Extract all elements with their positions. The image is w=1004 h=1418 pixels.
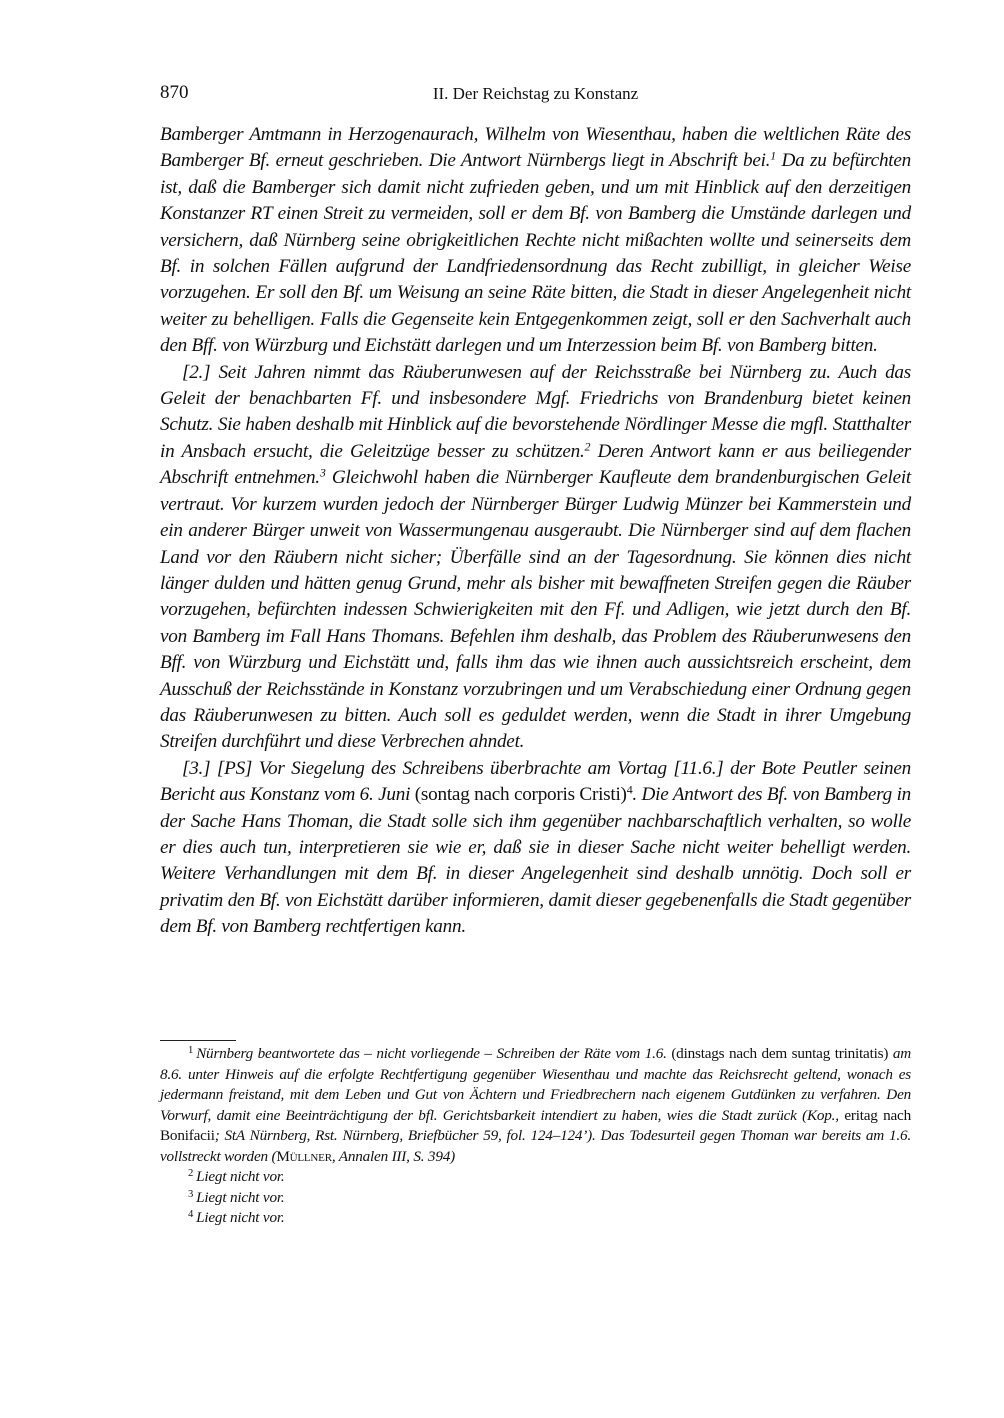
footnote-reference[interactable]: 3 xyxy=(319,465,326,480)
footnote-reference[interactable]: 4 xyxy=(626,782,633,797)
footnote-text: Nürnberg beantwortete das – nicht vorliegende – Schreiben der Räte vom 1.6. xyxy=(196,1045,672,1062)
footnote-separator xyxy=(160,1040,236,1041)
source-quote: (dinstags nach dem suntag trinitatis) xyxy=(671,1045,889,1062)
footnote-mark: 3 xyxy=(188,1188,194,1200)
paragraph-text: Bamberger Amtmann in Herzogenaurach, Wilhelm von Wiesenthau, haben die weltlichen Räte des Bamberger Bf. erneut geschrieben. Die Antwort Nürnbergs liegt in Abschrift bei. xyxy=(160,124,911,172)
footnote-text: Liegt nicht vor. xyxy=(196,1209,285,1226)
footnote-mark: 4 xyxy=(188,1209,194,1221)
footnote-text: ; StA Nürnberg, Rst. Nürnberg, Briefbücher 59, fol. 124–124’). Das Todesurteil gegen Thoman war bereits am 1.6. vollstreckt worden ( xyxy=(160,1127,911,1165)
footnote-reference[interactable]: 1 xyxy=(770,148,776,163)
footnote-mark: 1 xyxy=(188,1045,194,1057)
footnote-3 xyxy=(160,1188,911,1209)
footnote-1 xyxy=(160,1044,911,1167)
footnote-text: Liegt nicht vor. xyxy=(196,1168,285,1185)
source-quote: (sontag nach corporis Cristi) xyxy=(414,784,627,806)
paragraph-text: Da zu befürchten ist, daß die Bamberger sich damit nicht zufrieden geben, und um mit Hinblick auf den derzeitigen Konstanzer RT einen Streit zu vermeiden, soll er dem Bf. von Bamberg die Umstände darlegen und versichern, daß Nürnberg seine obrigkeitlichen Rechte nicht mißachten wollte und seinerseits dem Bf. in solchen Fällen aufgrund der Landfriedensordnung das Recht zubilligt, in gleicher Weise vorzugehen. Er soll den Bf. um Weisung an seine Räte bitten, die Stadt in dieser Angelegenheit nicht weiter zu behelligen. Falls die Gegenseite kein Entgegenkommen zeigt, soll er den Sachverhalt auch den Bff. von Würzburg und Eichstätt darlegen und um Interzession beim Bf. von Bamberg bitten. xyxy=(160,150,911,357)
paragraph-text: Deren Antwort kann er aus beiliegender Abschrift entnehmen. xyxy=(160,440,911,489)
footnote-text: , Annalen III, S. 394) xyxy=(331,1147,455,1165)
running-header xyxy=(160,82,911,108)
main-text xyxy=(160,122,911,941)
paragraph-text: [2.] Seit Jahren nimmt das Räuberunwesen auf der Reichsstraße bei Nürnberg zu. Auch das Geleit der benachbarten Ff. und insbesondere Mgf. Friedrichs von Brandenburg bietet keinen Schutz. Sie haben deshalb mit Hinblick auf die bevorstehende Nördlinger Messe die mgfl. Statthalter in Ansbach ersucht, die Geleitzüge besser zu schützen. xyxy=(160,361,911,462)
page-number: 870 xyxy=(160,82,189,103)
footnote-2 xyxy=(160,1167,911,1188)
footnote-mark: 2 xyxy=(188,1168,194,1180)
footnotes xyxy=(160,1044,911,1229)
footnote-reference[interactable]: 2 xyxy=(584,439,591,454)
paragraph-text: Gleichwohl haben die Nürnberger Kaufleute dem brandenburgischen Geleit vertraut. Vor kurzem wurden jedoch der Nürnberger Bürger Ludwig Münzer bei Kammerstein und ein anderer Bürger unweit von Wassermungenau ausgeraubt. Die Nürnberger sind auf dem flachen Land vor den Räubern nicht sicher; Überfälle sind an der Tagesordnung. Sie können dies nicht länger dulden und hätten genug Grund, mehr als bisher mit bewaffneten Streifen gegen die Räuber vorzugehen, befürchten indessen Schwierigkeiten mit den Ff. und Adligen, wie jetzt durch den Bf. von Bamberg im Fall Hans Thomans. Befehlen ihm deshalb, das Problem des Räuberunwesens den Bff. von Würzburg und Eichstätt und, falls ihm das wie ihnen auch aussichtsreich erscheint, dem Ausschuß der Reichsstände in Konstanz vorzubringen und um Verabschiedung einer Ordnung gegen das Räuberunwesen zu bitten. Auch soll es geduldet werden, wenn die Stadt in ihrer Umgebung Streifen durchführt und diese Verbrechen ahndet. xyxy=(160,467,911,753)
paragraph-text: [3.] [PS] Vor Siegelung des Schreibens überbrachte am Vortag [11.6.] der Bote Peutler seinen Bericht aus Konstanz vom 6. Juni xyxy=(160,757,911,806)
paragraph-1 xyxy=(160,122,911,360)
paragraph-3 xyxy=(160,756,911,941)
author-name: Müllner xyxy=(276,1147,332,1165)
paragraph-text: . Die Antwort des Bf. von Bamberg in der Sache Hans Thoman, die Stadt solle sich ihm gegenüber nachbarschaftlich verhalten, so wolle er dies auch tun, interpretieren sie wie er, daß sie in dieser Sache nicht weiter behelligt werden. Weitere Verhandlungen mit dem Bf. in dieser Angelegenheit sind deshalb unnötig. Doch soll er privatim den Bf. von Eichstätt darüber informieren, damit dieser gegebenenfalls die Stadt gegenüber dem Bf. von Bamberg rechtfertigen kann. xyxy=(160,784,911,938)
footnote-text: Liegt nicht vor. xyxy=(196,1188,285,1206)
paragraph-2 xyxy=(160,360,911,756)
source-quote: eritag nach Bonifacii xyxy=(160,1106,911,1144)
footnote-text: am 8.6. unter Hinweis auf die erfolgte Rechtfertigung gegenüber Wiesenthau und machte das Reichsrecht geltend, wonach es jedermann freistand, mit dem Leben und Gut von Ächtern und Friedbrechern nach eigenem Gutdünken zu verfahren. Den Vorwurf, damit eine Beeinträchtigung der bfl. Gerichtsbarkeit intendiert zu haben, wies die Stadt zurück (Kop., xyxy=(160,1045,912,1124)
running-title: II. Der Reichstag zu Konstanz xyxy=(432,84,639,103)
footnote-4 xyxy=(160,1208,911,1229)
